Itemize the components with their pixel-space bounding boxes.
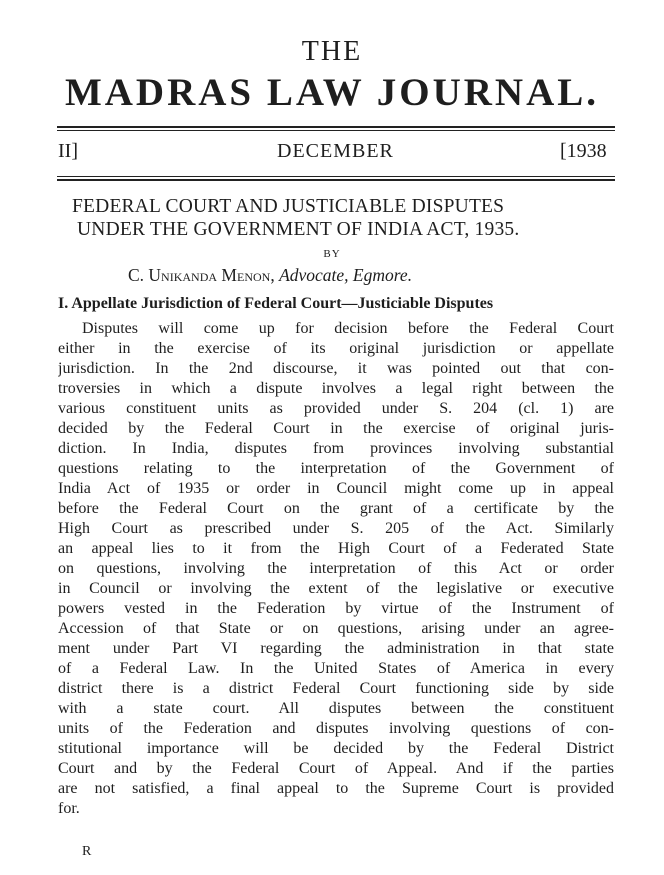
issue-year: [1938 (560, 140, 607, 162)
body-line: Accession of that State or on questions, arising under an agree- (58, 620, 614, 637)
author-line (128, 265, 412, 286)
body-line: High Court as prescribed under S. 205 of the Act. Similarly (58, 520, 614, 537)
body-line: for. (58, 800, 80, 817)
body-line: an appeal lies to it from the High Court of a Federated State (58, 540, 614, 557)
body-line: on questions, involving the interpretation of this Act or order (58, 560, 614, 577)
masthead-the: THE (301, 36, 363, 67)
header-rule-top (57, 126, 615, 128)
author-role: Advocate, Egmore. (279, 265, 413, 285)
body-paragraph (58, 319, 614, 819)
body-line: questions relating to the interpretation of the Government of (58, 460, 614, 477)
body-line: units of the Federation and disputes involving questions of con- (58, 720, 614, 737)
body-line: with a state court. All disputes between the constituent (58, 700, 614, 717)
issue-month: DECEMBER (277, 140, 394, 162)
body-line: in Council or involving the extent of the legislative or executive (58, 580, 614, 597)
body-line: either in the exercise of its original jurisdiction or appellate (58, 340, 614, 357)
body-line: Disputes will come up for decision before the Federal Court (82, 320, 614, 337)
body-line: various constituent units as provided under S. 204 (cl. 1) are (58, 400, 614, 417)
body-line: India Act of 1935 or order in Council might come up in appeal (58, 480, 614, 497)
article-title-line-1: FEDERAL COURT AND JUSTICIABLE DISPUTES (72, 196, 505, 217)
header-rule-bottom-thin (57, 176, 615, 177)
body-line: ment under Part VI regarding the administration in that state (58, 640, 614, 657)
body-line: are not satisfied, a final appeal to the Supreme Court is provided (58, 780, 614, 797)
body-line: troversies in which a dispute involves a legal right between the (58, 380, 614, 397)
body-line: powers vested in the Federation by virtue of the Instrument of (58, 600, 614, 617)
article-title-line-2: UNDER THE GOVERNMENT OF INDIA ACT, 1935. (77, 219, 520, 240)
header-rule-top-thin (57, 130, 615, 131)
body-line: Court and by the Federal Court of Appeal. And if the parties (58, 760, 614, 777)
section-heading: I. Appellate Jurisdiction of Federal Court—Justiciable Disputes (58, 295, 494, 312)
body-line: diction. In India, disputes from provinces involving substantial (58, 440, 614, 457)
signature-mark: R (82, 844, 92, 859)
volume-number: II] (58, 140, 78, 162)
body-line: district there is a district Federal Court functioning side by side (58, 680, 614, 697)
body-line: before the Federal Court on the grant of a certificate by the (58, 500, 614, 517)
header-rule-bottom (57, 179, 615, 181)
body-line: stitutional importance will be decided by the Federal District (58, 740, 614, 757)
body-line: jurisdiction. In the 2nd discourse, it was pointed out that con- (58, 360, 614, 377)
journal-title: MADRAS LAW JOURNAL. (64, 71, 600, 114)
body-line: of a Federal Law. In the United States of America in every (58, 660, 614, 677)
byline-by: BY (323, 248, 341, 260)
body-line: decided by the Federal Court in the exercise of original juris- (58, 420, 614, 437)
author-name: C. Unikanda Menon, (128, 265, 275, 285)
